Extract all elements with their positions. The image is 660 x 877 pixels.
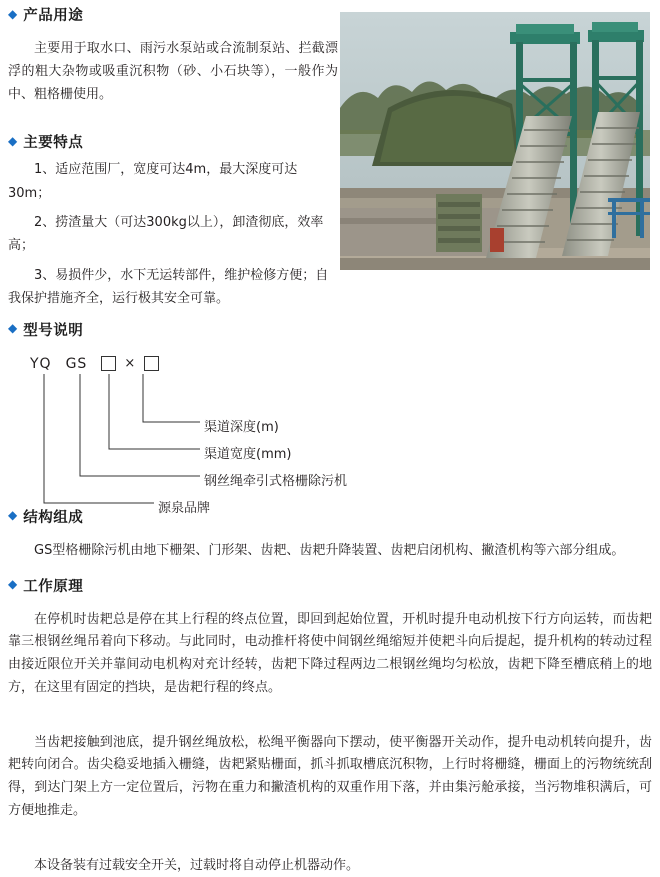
principle-heading <box>8 575 652 596</box>
model-section <box>8 319 652 516</box>
diamond-bullet-icon: ◆ <box>8 133 18 148</box>
diamond-bullet-icon: ◆ <box>8 6 18 21</box>
diamond-bullet-icon: ◆ <box>8 577 18 592</box>
structure-paragraph: GS型格栅除污机由地下栅架、门形架、齿耙、齿耙升降装置、齿耙启闭机构、撇渣机构等六部分组成。 <box>34 542 625 558</box>
usage-heading <box>8 4 338 25</box>
model-title: 型号说明 <box>23 322 84 339</box>
usage-and-features-block <box>8 4 652 311</box>
principle-title: 工作原理 <box>23 578 84 595</box>
model-code-diagram <box>8 346 652 516</box>
principle-section <box>8 575 652 877</box>
principle-paragraph-1: 在停机时齿耙总是停在其上行程的终点位置，即回到起始位置，开机时提升电动机按下行方向运转，而齿耙靠三根钢丝绳吊着向下移动。与此同时，电动推杆将使中间钢丝绳缩短并使耙斗向后提起，提升机构的转动过程由接近限位开关并靠间动电机构对充计经转，齿耙下降过程两边二根钢丝绳均匀松放，齿耙下降至槽底稍上的地方，在这里有固定的挡块，是齿耙行程的终点。 <box>8 611 652 695</box>
structure-heading <box>8 506 652 527</box>
features-heading <box>8 131 338 152</box>
usage-section <box>8 4 338 311</box>
grille-cleaning-machine-photo <box>340 12 650 270</box>
usage-paragraph: 主要用于取水口、雨污水泵站或合流制泵站、拦截漂浮的粗大杂物或吸重沉积物（砂、小石块等），一般作为中、粗格栅使用。 <box>8 41 338 102</box>
principle-paragraph-2: 当齿耙接触到池底，提升钢丝绳放松，松绳平衡器向下摆动，使平衡器开关动作，提升电动机转向提升，齿耙转向闭合。齿尖稳妥地插入栅缝，齿耙紧贴栅面，抓斗抓取槽底沉积物，上行时将栅缝，栅面上的污物统统刮得，到达门架上方一定位置后，污物在重力和撇渣机构的双重作用下落，并由集污舱承接，当污物堆积满后，可方便地推走。 <box>8 734 652 818</box>
diamond-bullet-icon: ◆ <box>8 508 18 523</box>
model-label-width: 渠道宽度(mm) <box>204 446 292 462</box>
model-heading <box>8 319 652 340</box>
structure-title: 结构组成 <box>23 509 84 526</box>
feature-item-2: 2、捞渣量大（可达300kg以上），卸渣彻底，效率高； <box>8 215 324 254</box>
diamond-bullet-icon: ◆ <box>8 321 18 336</box>
features-title: 主要特点 <box>23 135 84 152</box>
feature-item-3: 3、易损件少，水下无运转部件，维护检修方便；自我保护措施齐全，运行极其安全可靠。 <box>8 267 329 307</box>
model-token-brand: YQ <box>30 355 52 372</box>
model-times-symbol: × <box>124 356 137 372</box>
usage-title: 产品用途 <box>23 8 84 24</box>
model-label-depth: 渠道深度(m) <box>204 419 279 435</box>
structure-section <box>8 506 652 562</box>
model-label-machine: 钢丝绳牵引式格栅除污机 <box>204 473 348 489</box>
principle-paragraph-3: 本设备装有过载安全开关，过载时将自动停止机器动作。 <box>34 857 360 873</box>
model-label-brand: 源泉品牌 <box>158 500 211 516</box>
feature-item-1: 1、适应范围厂，宽度可达4m，最大深度可达30m； <box>8 162 298 201</box>
model-token-type: GS <box>65 355 88 372</box>
